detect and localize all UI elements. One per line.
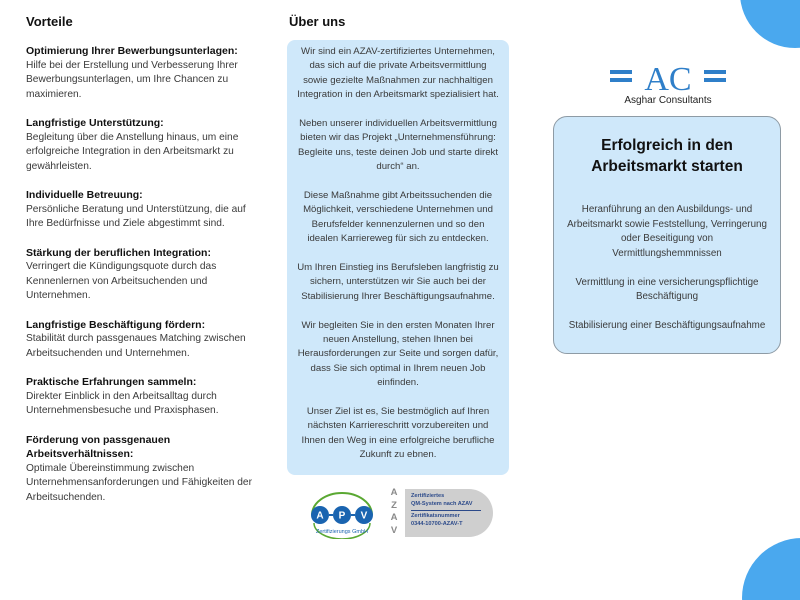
benefit-item [26,246,256,304]
company-name: Asghar Consultants [624,95,712,106]
logo-monogram: AC [644,61,692,94]
company-logo [608,60,728,106]
azav-letter: A [390,512,398,523]
about-heading: Über uns [289,14,346,29]
azav-line: Zertifikatsnummer [411,513,460,520]
azav-line: QM-System nach AZAV [411,500,473,507]
hero-box [553,116,781,354]
benefit-item [26,318,256,362]
azav-divider [411,510,481,511]
about-paragraph: Wir sind ein AZAV-zertifiziertes Unternehmen, das sich auf die private Arbeitsvermittlung sowie gezielte Maßnahmen zur nachhaltigen Integration in den Arbeitsmarkt spezialisiert hat. [297,46,499,101]
benefit-title: Förderung von passgenauen Arbeitsverhältnissen: [26,433,171,460]
certification-logos [300,487,495,539]
apv-letter: A [316,510,324,522]
benefit-text: Hilfe bei der Erstellung und Verbesserung Ihrer Bewerbungsunterlagen, um Ihre Chancen zu maximieren. [26,59,238,100]
azav-letter: A [390,487,398,498]
benefit-title: Stärkung der beruflichen Integration: [26,246,211,259]
apv-letter: V [360,510,368,522]
hero-service-item: Stabilisierung einer Beschäftigungsaufnahme [568,320,766,331]
about-paragraph: Diese Maßnahme gibt Arbeitssuchenden die Möglichkeit, verschiedene Unternehmen und Berufsfelder kennenzulernen und so den idealen Karriereweg für sich zu entdecken. [303,190,493,245]
benefit-text: Verringert die Kündigungsquote durch das Kennenlernen von Arbeitsuchenden und Unternehmen. [26,261,217,301]
about-paragraph: Neben unserer individuellen Arbeitsvermittlung bieten wir das Projekt „Unternehmensführung: Begleite uns, teste deinen Job und starte direkt durch“ an. [298,118,498,173]
benefit-title: Langfristige Unterstützung: [26,117,164,129]
about-box [287,40,509,475]
hero-service-item: Vermittlung in eine versicherungspflichtige Beschäftigung [575,276,759,302]
azav-certificate-badge [405,489,493,537]
corner-decoration-top [740,0,800,48]
benefits-column [26,14,256,505]
benefit-text: Optimale Übereinstimmung zwischen Unternehmensanforderungen und Fähigkeiten der Arbeitsuchenden. [26,462,252,503]
apv-letter: P [338,510,346,522]
corner-decoration-bottom [742,538,800,600]
benefit-item [26,433,256,506]
azav-vertical-label [387,487,401,537]
azav-line: Zertifiziertes [411,493,445,499]
benefit-item [26,116,256,174]
about-paragraph: Unser Ziel ist es, Sie bestmöglich auf Ihren nächsten Karriereschritt vorzubereiten und Ihnen den Weg in eine erfolgreiche berufliche Zukunft zu ebnen. [301,406,495,461]
benefits-heading: Vorteile [26,14,73,29]
azav-line: 0344-10700-AZAV-T [411,520,463,527]
benefit-item [26,188,256,232]
azav-letter: V [390,524,398,536]
about-paragraph: Wir begleiten Sie in den ersten Monaten Ihrer neuen Anstellung, stehen Ihnen bei Herausforderungen zur Seite und sorgen dafür, dass Sie sich optimal in Ihrem neuen Job einfinden. [297,319,499,389]
azav-letter: Z [391,499,397,511]
benefit-text: Stabilität durch passgenaues Matching zwischen Arbeitsuchenden und Unternehmen. [26,333,246,359]
benefit-item [26,44,256,102]
apv-certification-logo [304,489,380,539]
benefit-text: Direkter Einblick in den Arbeitsalltag durch Unternehmensbesuche und Praxisphasen. [26,390,219,416]
benefit-text: Begleitung über die Anstellung hinaus, um eine erfolgreiche Integration in den Arbeitsmarkt zu gewährleisten. [26,131,239,172]
about-paragraph: Um Ihren Einstieg ins Berufsleben langfristig zu sichern, unterstützen wir Sie auch bei der Stabilisierung Ihrer Beschäftigungsaufnahme. [297,262,499,302]
apv-caption: Zertifizierungs GmbH [316,529,368,535]
benefit-title: Optimierung Ihrer Bewerbungsunterlagen: [26,45,238,57]
hero-service-item: Heranführung an den Ausbildungs- und Arbeitsmarkt sowie Feststellung, Verringerung oder Beseitigung von Vermittlungshemmnissen [567,204,767,259]
benefit-title: Individuelle Betreuung: [26,189,143,201]
ac-monogram-logo [608,60,728,94]
benefit-title: Langfristige Beschäftigung fördern: [26,318,206,331]
benefit-item [26,375,256,419]
benefit-text: Persönliche Beratung und Unterstützung, die auf Ihre Bedürfnisse und Ziele abgestimmt sind. [26,203,246,229]
hero-title: Erfolgreich in den Arbeitsmarkt starten [591,137,743,175]
benefit-title: Praktische Erfahrungen sammeln: [26,376,197,388]
